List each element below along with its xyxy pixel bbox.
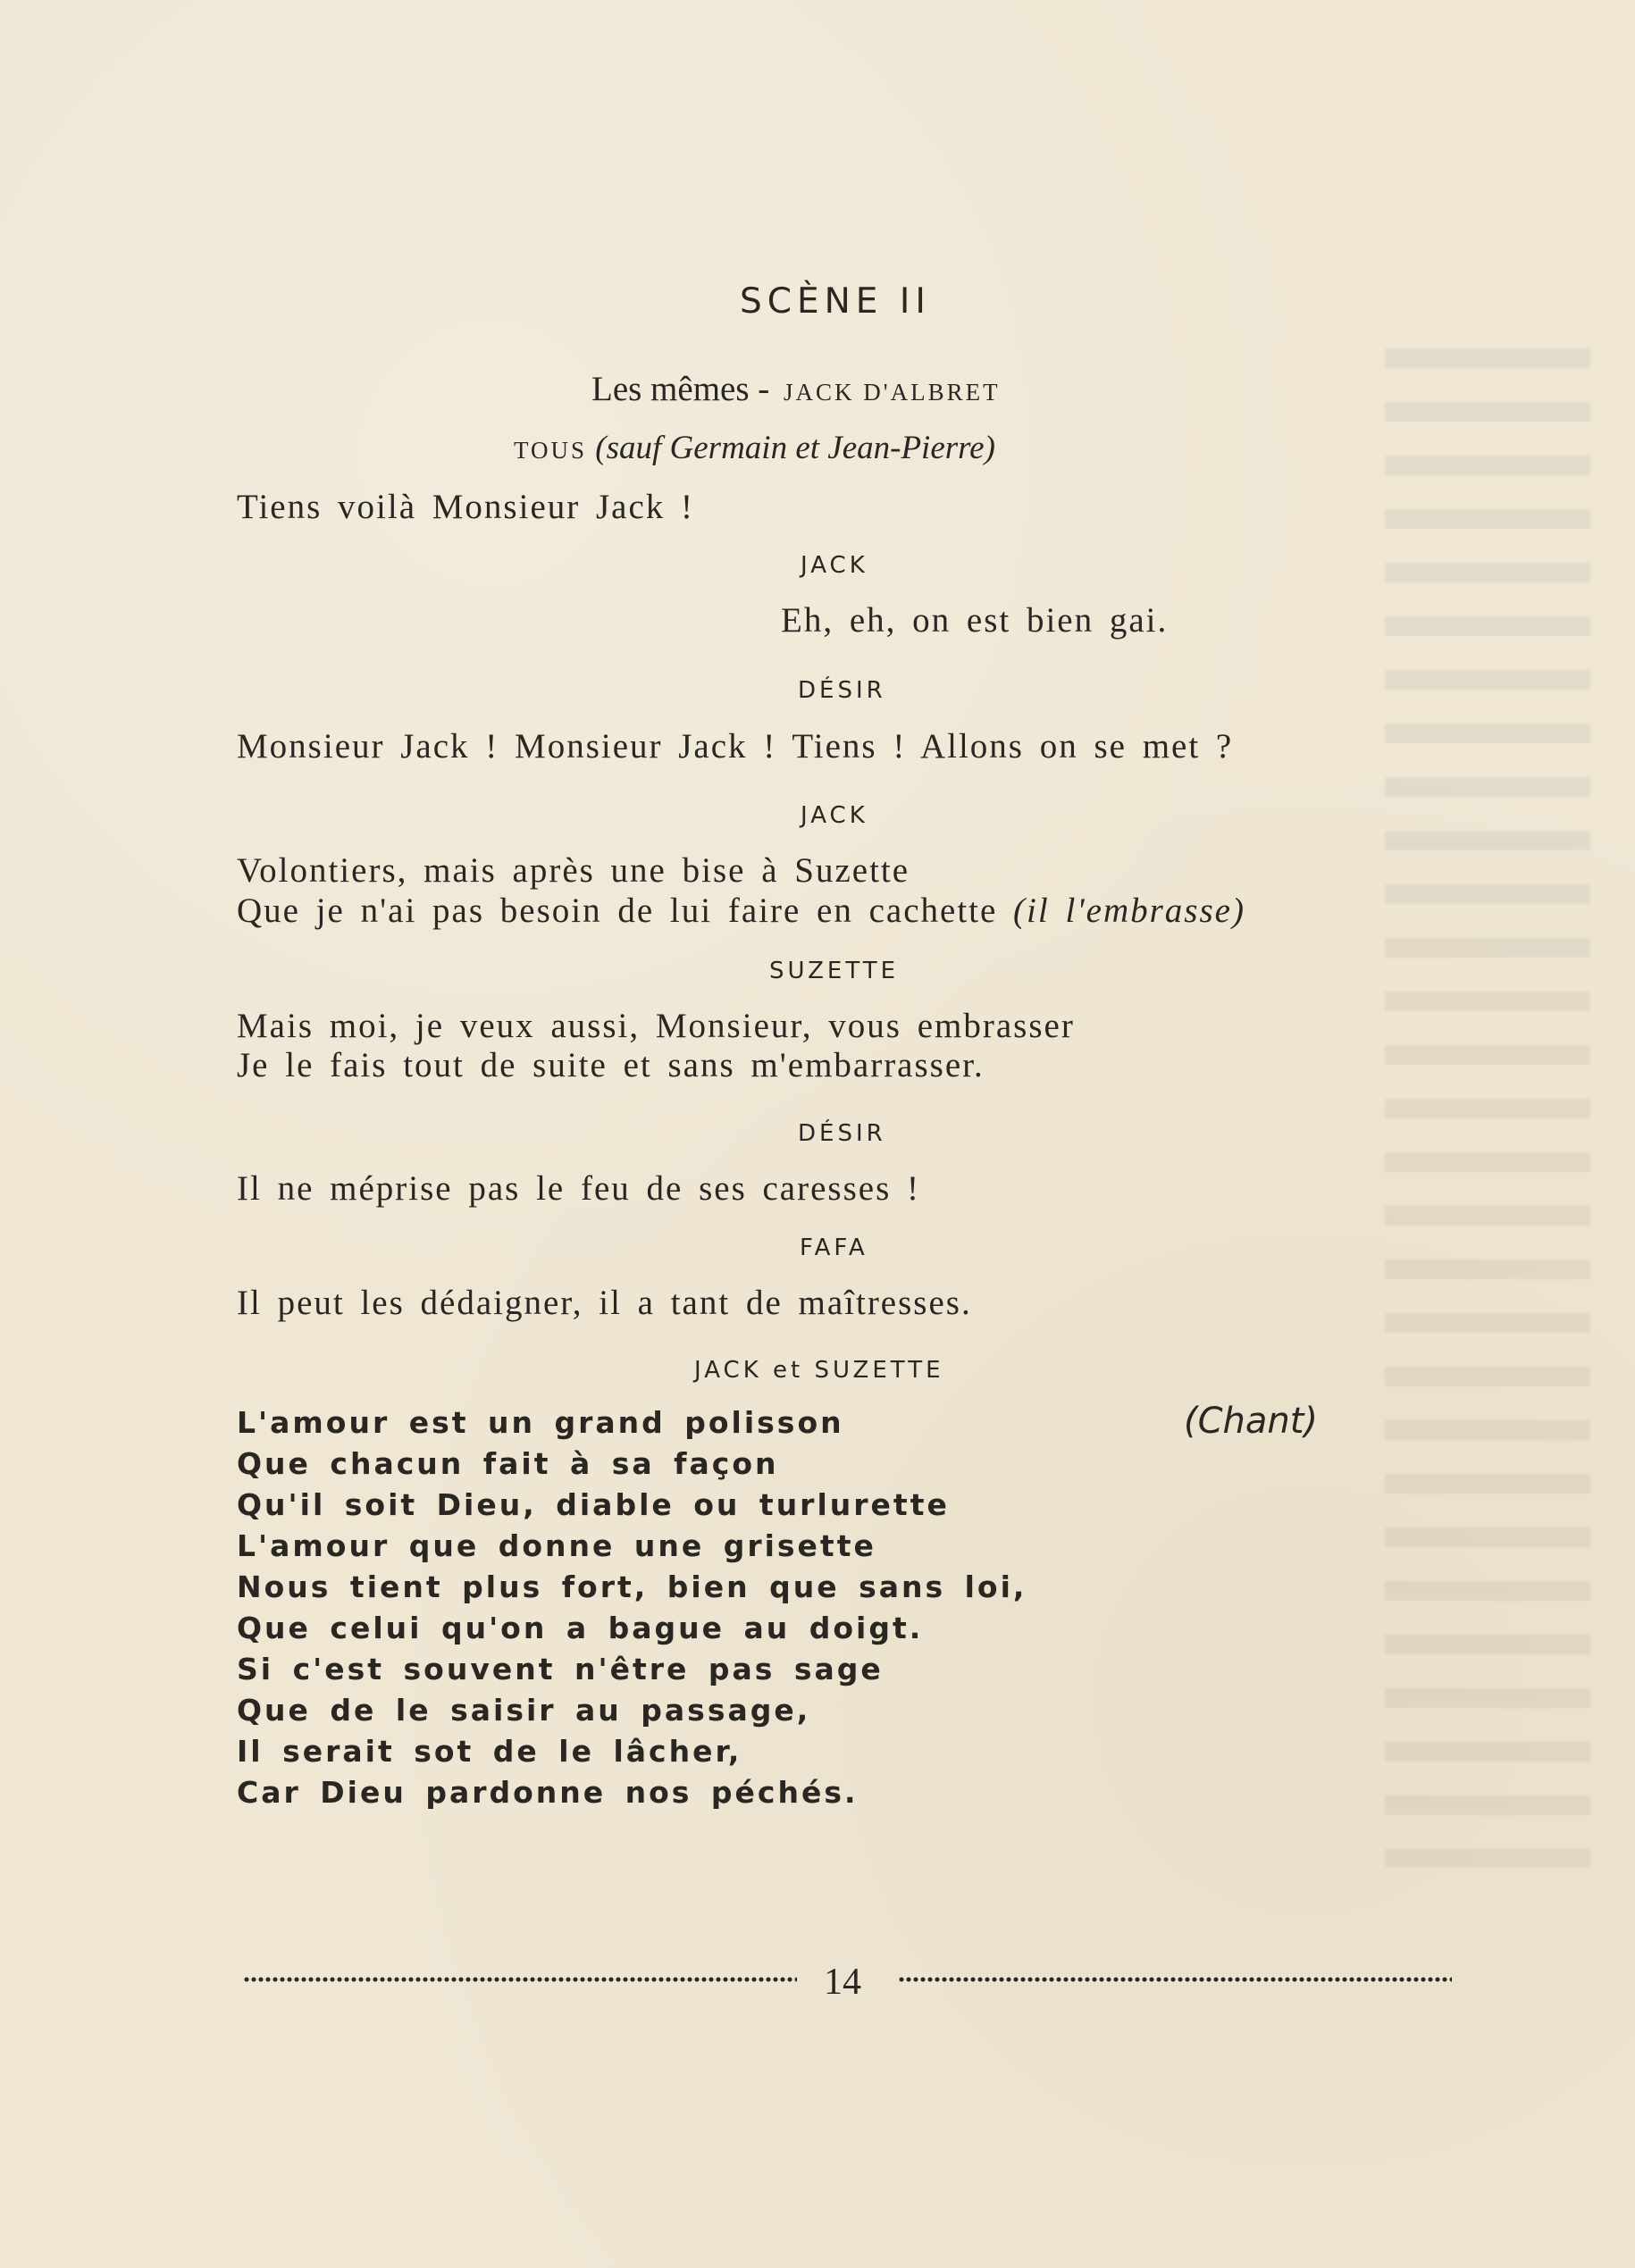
song-line: Il serait sot de le lâcher, — [237, 1734, 742, 1769]
speaker-name: JACK — [801, 802, 868, 829]
song-line: Car Dieu pardonne nos péchés. — [237, 1775, 859, 1810]
dot-leader-left — [243, 1976, 797, 1983]
song-direction: (Chant) — [1184, 1401, 1319, 1442]
stage-direction: (sauf Germain et Jean-Pierre) — [595, 430, 995, 466]
dialogue-text: Que je n'ai pas besoin de lui faire en cachette — [237, 891, 998, 930]
song-line: Que celui qu'on a bague au doigt. — [237, 1611, 924, 1645]
character-name: JACK D'ALBRET — [784, 379, 1001, 406]
speaker-name: DÉSIR — [798, 1120, 886, 1147]
speaker-name: FAFA — [800, 1234, 868, 1261]
scene-title: SCÈNE II — [740, 281, 931, 322]
speaker-tous-line — [514, 429, 995, 467]
dialogue-line: Monsieur Jack ! Monsieur Jack ! Tiens ! Allons on se met ? — [237, 727, 1234, 766]
song-line: L'amour que donne une grisette — [237, 1528, 876, 1563]
speaker-tous: TOUS — [514, 437, 588, 464]
speaker-name: DÉSIR — [798, 677, 886, 704]
dialogue-line: Je le fais tout de suite et sans m'embarrasser. — [237, 1046, 985, 1084]
song-lyrics — [237, 1402, 1027, 1813]
scene-characters — [591, 369, 1001, 409]
dialogue-line: Volontiers, mais après une bise à Suzette — [237, 851, 910, 890]
dialogue-line: Il peut les dédaigner, il a tant de maîtresses. — [237, 1284, 972, 1322]
dialogue-line: Eh, eh, on est bien gai. — [781, 601, 1169, 640]
speaker-name: JACK — [801, 552, 868, 579]
song-line: Nous tient plus fort, bien que sans loi, — [237, 1569, 1027, 1604]
song-line: Qu'il soit Dieu, diable ou turlurette — [237, 1487, 950, 1522]
stage-direction: (il l'embrasse) — [1013, 891, 1245, 930]
dialogue-line: Mais moi, je veux aussi, Monsieur, vous embrasser — [237, 1007, 1075, 1045]
dialogue-line — [237, 891, 1245, 931]
dialogue-line: Tiens voilà Monsieur Jack ! — [237, 488, 695, 526]
page-number: 14 — [824, 1962, 861, 2003]
dialogue-line: Il ne méprise pas le feu de ses caresses ! — [237, 1169, 920, 1208]
song-line: Si c'est souvent n'être pas sage — [237, 1652, 884, 1686]
song-line: Que de le saisir au passage, — [237, 1693, 811, 1728]
dot-leader-right — [898, 1976, 1452, 1983]
characters-prefix: Les mêmes - — [591, 370, 779, 408]
bleed-through-texture — [1385, 348, 1590, 1867]
song-line: L'amour est un grand polisson — [237, 1405, 844, 1440]
speaker-name: SUZETTE — [769, 958, 900, 984]
song-line: Que chacun fait à sa façon — [237, 1446, 779, 1481]
speaker-name: JACK et SUZETTE — [694, 1357, 944, 1384]
